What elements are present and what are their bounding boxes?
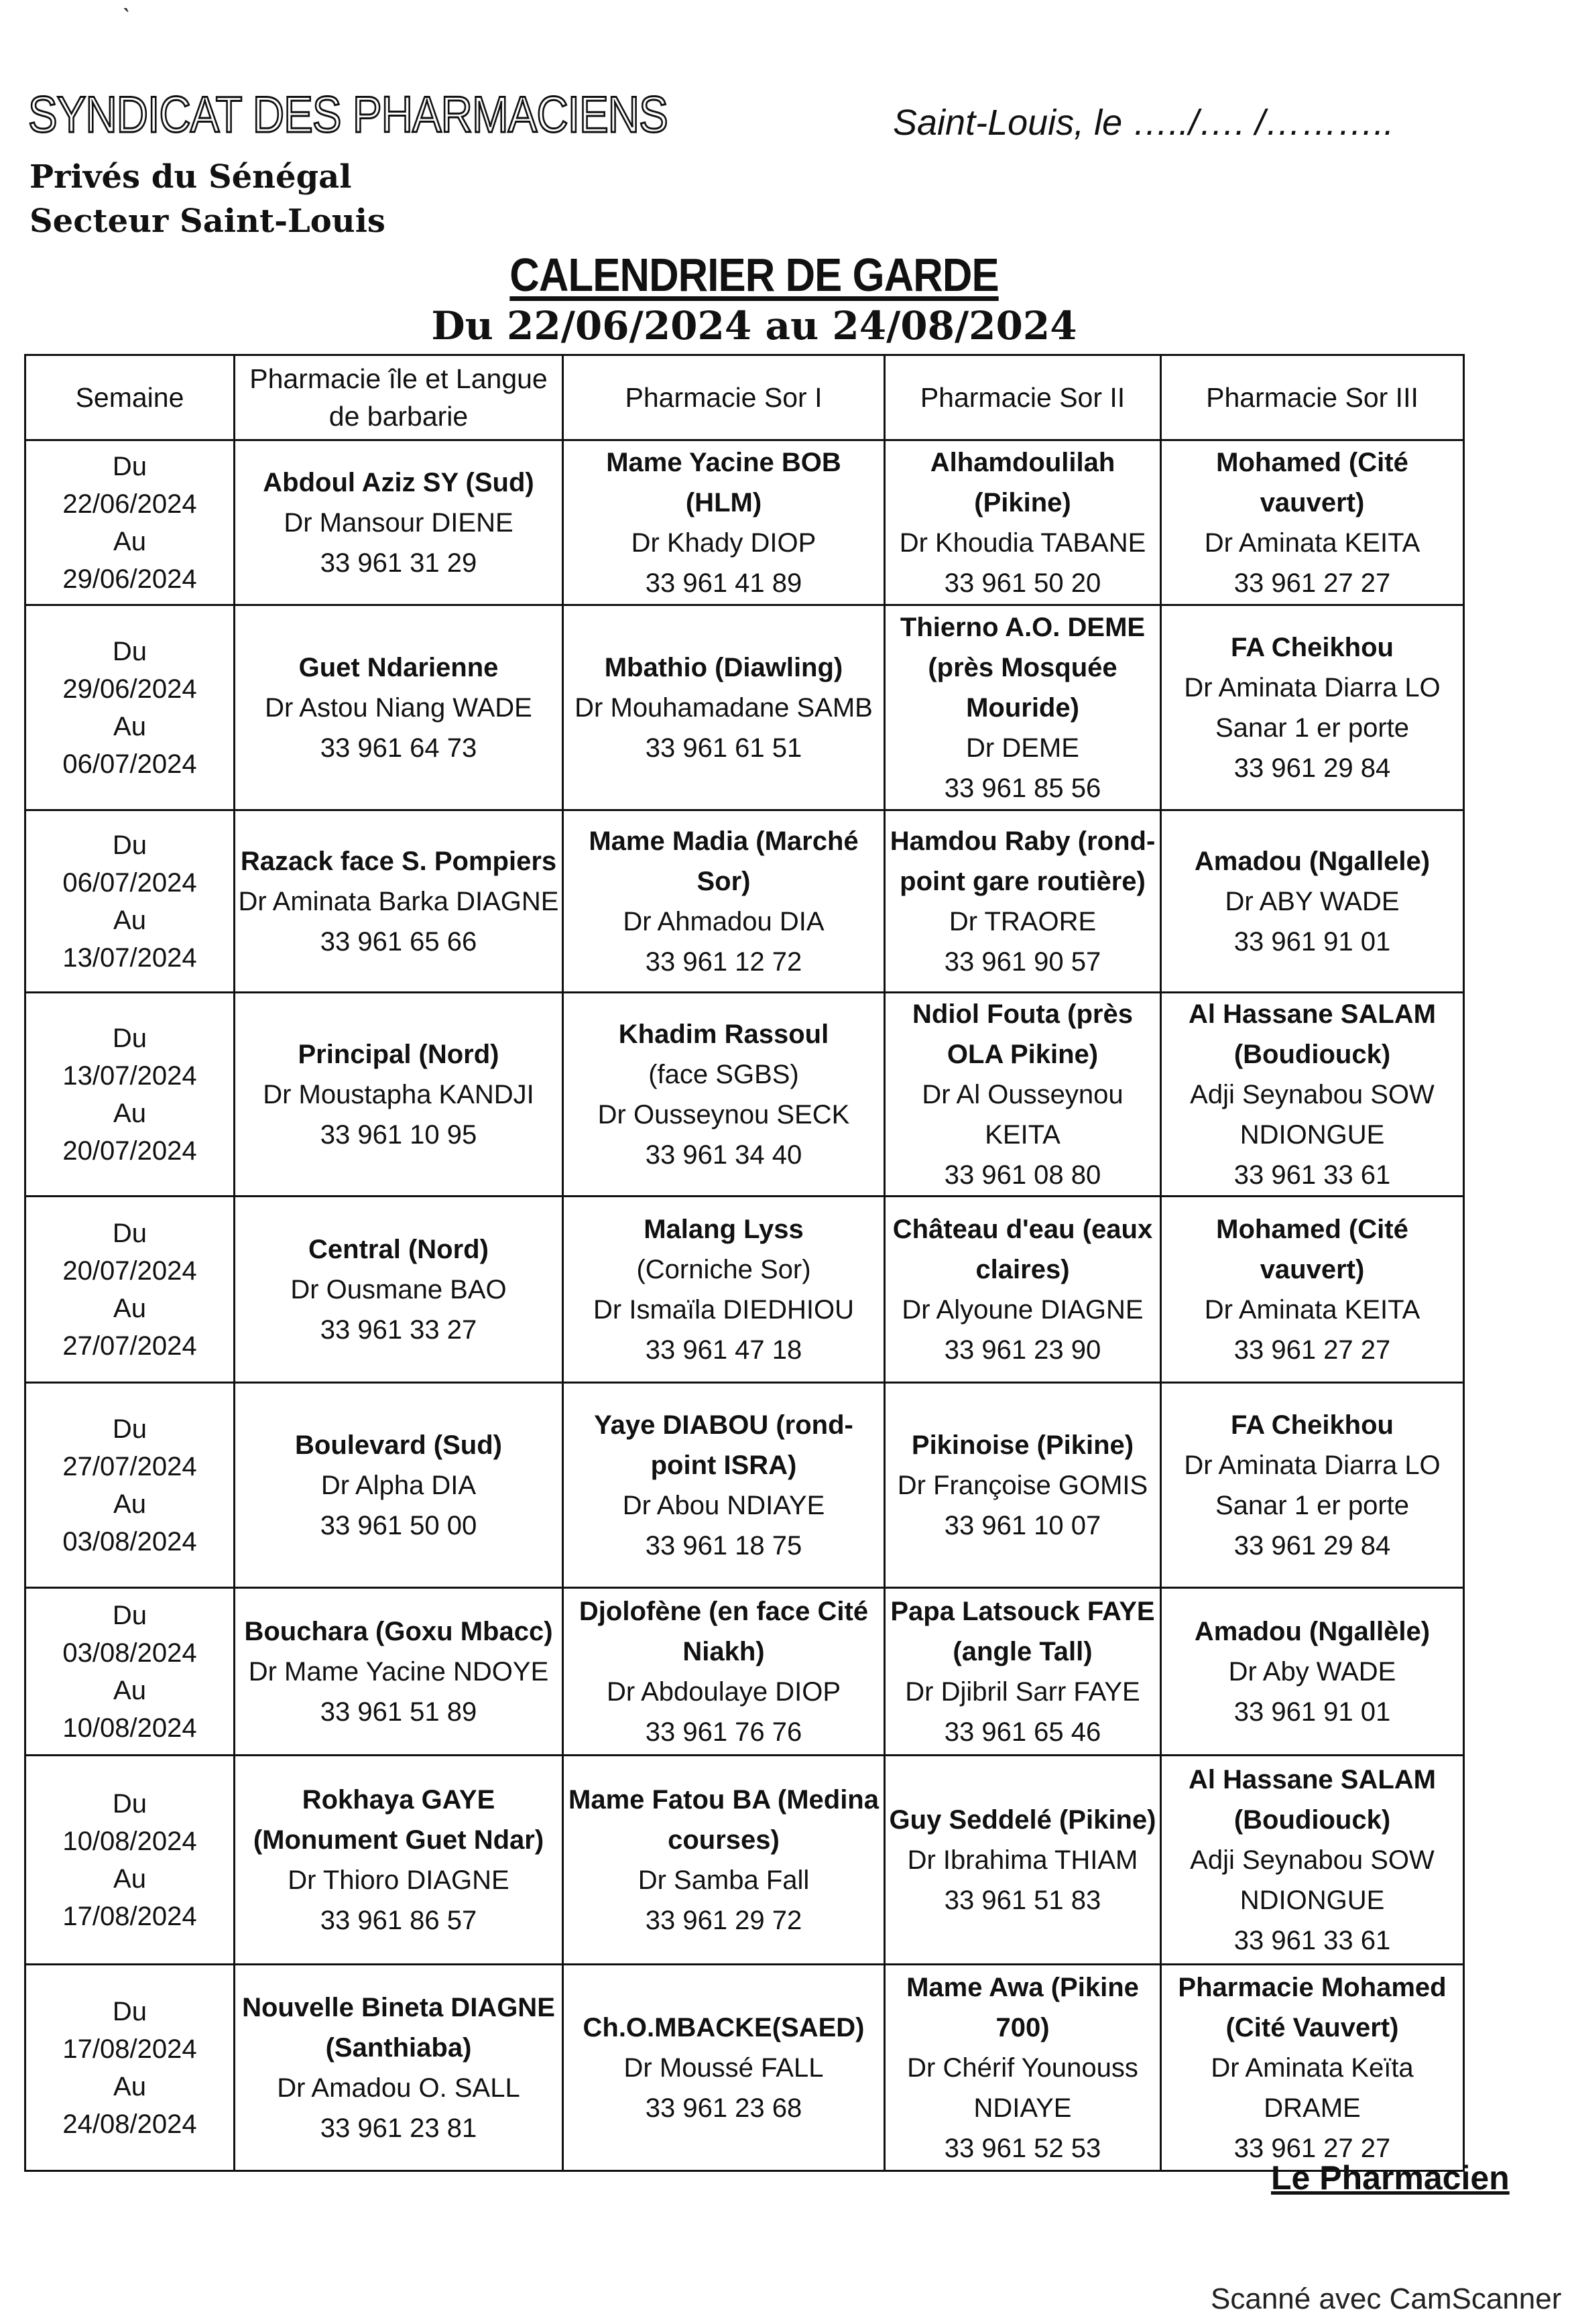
pharmacy-phone: 33 961 29 72 bbox=[645, 1905, 802, 1935]
pharmacy-phone: 33 961 23 68 bbox=[645, 2093, 802, 2123]
pharmacy-phone: 33 961 50 00 bbox=[320, 1510, 477, 1540]
pharmacy-name: Rokhaya GAYE (Monument Guet Ndar) bbox=[253, 1784, 544, 1855]
pharmacy-cell bbox=[1161, 1965, 1464, 2171]
week-line: 29/06/2024 bbox=[62, 564, 197, 594]
pharmacy-name: Mbathio (Diawling) bbox=[604, 652, 843, 682]
pharmacy-name: Guet Ndarienne bbox=[298, 652, 499, 682]
pharmacist-name: Dr Moussé FALL bbox=[623, 2053, 824, 2083]
week-line: 24/08/2024 bbox=[62, 2109, 197, 2139]
pharmacy-name: Nouvelle Bineta DIAGNE (Santhiaba) bbox=[242, 1992, 555, 2063]
pharmacist-name: Dr Ousmane BAO bbox=[290, 1274, 507, 1304]
week-cell bbox=[25, 1588, 235, 1756]
pharmacy-name: Papa Latsouck FAYE (angle Tall) bbox=[890, 1596, 1155, 1666]
pharmacy-name: Mohamed (Cité vauvert) bbox=[1216, 447, 1408, 517]
week-line: Au bbox=[113, 526, 146, 556]
week-line: Du bbox=[112, 451, 147, 481]
pharmacy-cell bbox=[235, 1588, 563, 1756]
week-line: 20/07/2024 bbox=[62, 1136, 197, 1166]
pharmacy-cell bbox=[235, 1756, 563, 1965]
pharmacy-cell bbox=[885, 1383, 1161, 1588]
pharmacy-phone: 33 961 34 40 bbox=[645, 1140, 802, 1170]
week-line: 10/08/2024 bbox=[62, 1713, 197, 1743]
pharmacist-name: Adji Seynabou SOW NDIONGUE bbox=[1190, 1079, 1435, 1150]
header-pharmacie-sor-2: Pharmacie Sor II bbox=[885, 355, 1161, 440]
pharmacist-name: Dr Samba Fall bbox=[638, 1865, 810, 1895]
table-row bbox=[25, 1756, 1464, 1965]
week-line: 20/07/2024 bbox=[62, 1256, 197, 1286]
pharmacy-cell bbox=[563, 993, 885, 1197]
week-line: 03/08/2024 bbox=[62, 1526, 197, 1556]
pharmacy-cell bbox=[563, 810, 885, 993]
week-line: Du bbox=[112, 1218, 147, 1248]
org-name: SYNDICAT DES PHARMACIENS bbox=[28, 86, 668, 143]
pharmacy-cell bbox=[563, 1756, 885, 1965]
pharmacist-name: Dr DEME bbox=[966, 733, 1079, 763]
pharmacy-phone: 33 961 47 18 bbox=[645, 1335, 802, 1365]
week-line: Du bbox=[112, 1996, 147, 2026]
pharmacy-cell bbox=[1161, 993, 1464, 1197]
pharmacy-cell bbox=[235, 993, 563, 1197]
pharmacist-name: Dr Khady DIOP bbox=[631, 528, 816, 558]
week-line: 03/08/2024 bbox=[62, 1638, 197, 1668]
header-pharmacie-sor-3: Pharmacie Sor III bbox=[1161, 355, 1464, 440]
pharmacist-name: Dr Mame Yacine NDOYE bbox=[248, 1656, 549, 1687]
document-period: Du 22/06/2024 au 24/08/2024 bbox=[431, 303, 1077, 349]
pharmacy-phone: 33 961 65 46 bbox=[944, 1717, 1101, 1747]
pharmacist-name: Dr Aminata KEITA bbox=[1204, 1294, 1420, 1325]
pharmacy-phone: 33 961 33 61 bbox=[1233, 1925, 1391, 1955]
pharmacist-name: Dr Aminata Diarra LO bbox=[1184, 672, 1441, 702]
pharmacist-name: Dr Astou Niang WADE bbox=[265, 692, 532, 723]
week-line: Au bbox=[113, 1863, 146, 1894]
pharmacy-phone: 33 961 52 53 bbox=[944, 2133, 1101, 2163]
pharmacist-name: Dr Chérif Younouss NDIAYE bbox=[907, 2053, 1138, 2123]
pharmacist-name: Dr Mansour DIENE bbox=[284, 507, 513, 538]
pharmacist-name: Dr Ibrahima THIAM bbox=[907, 1845, 1138, 1875]
week-line: 17/08/2024 bbox=[62, 1901, 197, 1931]
pharmacist-name: Dr Djibril Sarr FAYE bbox=[905, 1676, 1140, 1707]
week-line: 13/07/2024 bbox=[62, 942, 197, 973]
week-line: Au bbox=[113, 1293, 146, 1323]
org-sector: Secteur Saint-Louis bbox=[29, 202, 385, 240]
org-subtitle: Privés du Sénégal bbox=[29, 158, 352, 196]
pharmacy-cell bbox=[885, 1965, 1161, 2171]
pharmacy-phone: 33 961 29 84 bbox=[1233, 1530, 1391, 1561]
pharmacy-cell bbox=[563, 1197, 885, 1383]
pharmacy-phone: 33 961 33 61 bbox=[1233, 1160, 1391, 1190]
pharmacy-phone: 33 961 51 83 bbox=[944, 1885, 1101, 1915]
pharmacy-location: Sanar 1 er porte bbox=[1215, 1490, 1410, 1520]
week-line: 06/07/2024 bbox=[62, 867, 197, 898]
week-line: Du bbox=[112, 1023, 147, 1053]
pharmacy-phone: 33 961 08 80 bbox=[944, 1160, 1101, 1190]
pharmacy-cell bbox=[885, 1756, 1161, 1965]
pharmacy-phone: 33 961 31 29 bbox=[320, 548, 477, 578]
pharmacist-name: Dr Ismaïla DIEDHIOU bbox=[593, 1294, 854, 1325]
pharmacy-cell bbox=[1161, 1383, 1464, 1588]
pharmacy-cell bbox=[885, 1588, 1161, 1756]
week-cell bbox=[25, 993, 235, 1197]
week-line: 22/06/2024 bbox=[62, 489, 197, 519]
pharmacy-name: Pharmacie Mohamed (Cité Vauvert) bbox=[1178, 1972, 1447, 2042]
week-cell bbox=[25, 810, 235, 993]
duty-schedule-table bbox=[24, 354, 1465, 2172]
week-line: Au bbox=[113, 905, 146, 935]
pharmacist-name: Dr Thioro DIAGNE bbox=[288, 1865, 509, 1895]
header-pharmacie-sor-1: Pharmacie Sor I bbox=[563, 355, 885, 440]
pharmacy-cell bbox=[1161, 440, 1464, 605]
table-row bbox=[25, 605, 1464, 810]
pharmacy-cell bbox=[885, 1197, 1161, 1383]
pharmacy-phone: 33 961 18 75 bbox=[645, 1530, 802, 1561]
week-line: Du bbox=[112, 636, 147, 666]
week-cell bbox=[25, 440, 235, 605]
pharmacist-name: Dr ABY WADE bbox=[1225, 886, 1400, 916]
pharmacy-phone: 33 961 61 51 bbox=[645, 733, 802, 763]
table-row bbox=[25, 993, 1464, 1197]
pharmacy-cell bbox=[563, 1965, 885, 2171]
pharmacy-cell bbox=[1161, 1197, 1464, 1383]
pharmacy-cell bbox=[563, 1588, 885, 1756]
pharmacy-phone: 33 961 33 27 bbox=[320, 1314, 477, 1345]
week-line: Du bbox=[112, 1600, 147, 1630]
pharmacy-name: Guy Seddelé (Pikine) bbox=[889, 1805, 1156, 1835]
table-row bbox=[25, 440, 1464, 605]
scanner-watermark: Scanné avec CamScanner bbox=[1211, 2282, 1562, 2315]
header-pharmacie-ile: Pharmacie île et Langue de barbarie bbox=[235, 355, 563, 440]
pharmacist-name: Dr Ahmadou DIA bbox=[623, 906, 825, 936]
pharmacy-cell bbox=[563, 1383, 885, 1588]
pharmacy-phone: 33 961 85 56 bbox=[944, 773, 1101, 803]
pharmacy-name: Al Hassane SALAM (Boudiouck) bbox=[1189, 1764, 1436, 1835]
pharmacy-name: Mame Fatou BA (Medina courses) bbox=[568, 1784, 879, 1855]
week-line: Au bbox=[113, 711, 146, 741]
pharmacy-name: Amadou (Ngallele) bbox=[1194, 846, 1431, 876]
pharmacy-name: Abdoul Aziz SY (Sud) bbox=[263, 467, 534, 497]
week-cell bbox=[25, 1197, 235, 1383]
pharmacy-cell bbox=[885, 993, 1161, 1197]
pharmacy-location: Sanar 1 er porte bbox=[1215, 713, 1410, 743]
pharmacy-name: Djolofène (en face Cité Niakh) bbox=[579, 1596, 869, 1666]
table-row bbox=[25, 1965, 1464, 2171]
pharmacy-phone: 33 961 86 57 bbox=[320, 1905, 477, 1935]
week-cell bbox=[25, 605, 235, 810]
place-date: Saint-Louis, le …../…. /……….. bbox=[893, 103, 1394, 143]
pharmacy-name: Mame Awa (Pikine 700) bbox=[906, 1972, 1139, 2042]
pharmacy-name: Alhamdoulilah (Pikine) bbox=[930, 447, 1115, 517]
week-line: Au bbox=[113, 1098, 146, 1128]
week-line: 17/08/2024 bbox=[62, 2034, 197, 2064]
pharmacist-name: Dr Amadou O. SALL bbox=[277, 2073, 520, 2103]
pharmacy-name: Khadim Rassoul bbox=[618, 1019, 829, 1049]
table-header-row bbox=[25, 355, 1464, 440]
pharmacy-phone: 33 961 12 72 bbox=[645, 946, 802, 977]
pharmacist-name: Dr Abdoulaye DIOP bbox=[606, 1676, 841, 1707]
pharmacy-name: Mame Madia (Marché Sor) bbox=[589, 826, 859, 896]
week-line: Du bbox=[112, 1788, 147, 1819]
pharmacy-cell bbox=[235, 605, 563, 810]
pharmacy-cell bbox=[885, 440, 1161, 605]
week-line: Du bbox=[112, 830, 147, 860]
week-line: 27/07/2024 bbox=[62, 1331, 197, 1361]
week-cell bbox=[25, 1756, 235, 1965]
pharmacy-cell bbox=[563, 605, 885, 810]
pharmacy-phone: 33 961 64 73 bbox=[320, 733, 477, 763]
week-line: Du bbox=[112, 1414, 147, 1444]
week-cell bbox=[25, 1383, 235, 1588]
pharmacy-name: Central (Nord) bbox=[308, 1234, 489, 1264]
pharmacy-name: Principal (Nord) bbox=[298, 1039, 499, 1069]
pharmacist-name: Dr Ousseynou SECK bbox=[597, 1099, 850, 1129]
pharmacy-phone: 33 961 23 81 bbox=[320, 2113, 477, 2143]
week-line: 06/07/2024 bbox=[62, 749, 197, 779]
pharmacy-cell bbox=[1161, 1588, 1464, 1756]
pharmacist-name: Dr Aminata Keïta DRAME bbox=[1211, 2053, 1414, 2123]
pharmacy-name: Malang Lyss bbox=[644, 1214, 804, 1244]
pharmacy-name: Hamdou Raby (rond-point gare routière) bbox=[890, 826, 1156, 896]
pharmacy-phone: 33 961 91 01 bbox=[1233, 1697, 1391, 1727]
pharmacist-name: Dr Abou NDIAYE bbox=[622, 1490, 825, 1520]
pharmacy-phone: 33 961 10 07 bbox=[944, 1510, 1101, 1540]
pharmacy-cell bbox=[235, 440, 563, 605]
document-title: CALENDRIER DE GARDE bbox=[509, 249, 999, 301]
pharmacy-name: Mame Yacine BOB (HLM) bbox=[606, 447, 841, 517]
pharmacy-name: FA Cheikhou bbox=[1231, 1410, 1394, 1440]
pharmacy-phone: 33 961 50 20 bbox=[944, 568, 1101, 598]
pharmacy-phone: 33 961 51 89 bbox=[320, 1697, 477, 1727]
table-row bbox=[25, 1197, 1464, 1383]
pharmacy-phone: 33 961 65 66 bbox=[320, 926, 477, 957]
pharmacy-cell bbox=[885, 605, 1161, 810]
pharmacist-name: Dr Aminata KEITA bbox=[1204, 528, 1420, 558]
pharmacy-cell bbox=[1161, 810, 1464, 993]
pharmacy-name: FA Cheikhou bbox=[1231, 632, 1394, 662]
table-row bbox=[25, 1588, 1464, 1756]
pharmacist-name: Dr Khoudia TABANE bbox=[899, 528, 1146, 558]
table-row bbox=[25, 1383, 1464, 1588]
pharmacy-name: Al Hassane SALAM (Boudiouck) bbox=[1189, 999, 1436, 1069]
week-line: 13/07/2024 bbox=[62, 1060, 197, 1091]
pharmacist-name: Dr Mouhamadane SAMB bbox=[574, 692, 873, 723]
pharmacy-location: (Corniche Sor) bbox=[636, 1254, 811, 1284]
pharmacy-phone: 33 961 27 27 bbox=[1233, 1335, 1391, 1365]
pharmacy-name: Amadou (Ngallèle) bbox=[1194, 1616, 1431, 1646]
pharmacy-name: Yaye DIABOU (rond-point ISRA) bbox=[594, 1410, 853, 1480]
pharmacy-cell bbox=[885, 810, 1161, 993]
pharmacy-cell bbox=[235, 1965, 563, 2171]
pharmacy-name: Pikinoise (Pikine) bbox=[911, 1430, 1134, 1460]
signature-label: Le Pharmacien bbox=[1271, 2159, 1510, 2197]
pharmacy-phone: 33 961 41 89 bbox=[645, 568, 802, 598]
week-line: Au bbox=[113, 1489, 146, 1519]
pharmacy-name: Thierno A.O. DEME (près Mosquée Mouride) bbox=[900, 612, 1146, 723]
pharmacy-phone: 33 961 76 76 bbox=[645, 1717, 802, 1747]
pharmacy-cell bbox=[235, 810, 563, 993]
pharmacy-phone: 33 961 23 90 bbox=[944, 1335, 1101, 1365]
pharmacy-name: Razack face S. Pompiers bbox=[240, 846, 557, 876]
pharmacy-cell bbox=[1161, 1756, 1464, 1965]
pharmacist-name: Dr Al Ousseynou KEITA bbox=[922, 1079, 1124, 1150]
week-line: 27/07/2024 bbox=[62, 1451, 197, 1481]
pharmacist-name: Adji Seynabou SOW NDIONGUE bbox=[1190, 1845, 1435, 1915]
pharmacist-name: Dr Alpha DIA bbox=[320, 1470, 477, 1500]
pharmacist-name: Dr Moustapha KANDJI bbox=[263, 1079, 534, 1109]
pharmacist-name: Dr Françoise GOMIS bbox=[897, 1470, 1148, 1500]
pharmacist-name: Dr Aminata Diarra LO bbox=[1184, 1450, 1441, 1480]
pharmacy-location: (face SGBS) bbox=[648, 1059, 799, 1089]
pharmacy-phone: 33 961 91 01 bbox=[1233, 926, 1391, 957]
pharmacy-name: Château d'eau (eaux claires) bbox=[892, 1214, 1153, 1284]
pharmacy-phone: 33 961 10 95 bbox=[320, 1119, 477, 1150]
pharmacy-phone: 33 961 29 84 bbox=[1233, 753, 1391, 783]
pharmacist-name: Dr TRAORE bbox=[949, 906, 1097, 936]
pharmacy-phone: 33 961 27 27 bbox=[1233, 568, 1391, 598]
pharmacy-name: Boulevard (Sud) bbox=[295, 1430, 502, 1460]
week-line: Au bbox=[113, 2071, 146, 2101]
pharmacy-name: Ch.O.MBACKE(SAED) bbox=[583, 2012, 865, 2042]
stray-mark: ˋ bbox=[122, 4, 131, 34]
table-row bbox=[25, 810, 1464, 993]
pharmacist-name: Dr Alyoune DIAGNE bbox=[902, 1294, 1144, 1325]
pharmacy-cell bbox=[1161, 605, 1464, 810]
pharmacy-cell bbox=[235, 1383, 563, 1588]
pharmacy-phone: 33 961 27 27 bbox=[1233, 2133, 1391, 2163]
pharmacy-cell bbox=[563, 440, 885, 605]
week-line: 29/06/2024 bbox=[62, 674, 197, 704]
pharmacist-name: Dr Aby WADE bbox=[1228, 1656, 1396, 1687]
pharmacy-cell bbox=[235, 1197, 563, 1383]
week-cell bbox=[25, 1965, 235, 2171]
week-line: 10/08/2024 bbox=[62, 1826, 197, 1856]
pharmacist-name: Dr Aminata Barka DIAGNE bbox=[238, 886, 559, 916]
pharmacy-name: Mohamed (Cité vauvert) bbox=[1216, 1214, 1408, 1284]
header-week: Semaine bbox=[25, 355, 235, 440]
pharmacy-name: Bouchara (Goxu Mbacc) bbox=[244, 1616, 553, 1646]
week-line: Au bbox=[113, 1675, 146, 1705]
pharmacy-phone: 33 961 90 57 bbox=[944, 946, 1101, 977]
pharmacy-name: Ndiol Fouta (près OLA Pikine) bbox=[912, 999, 1133, 1069]
